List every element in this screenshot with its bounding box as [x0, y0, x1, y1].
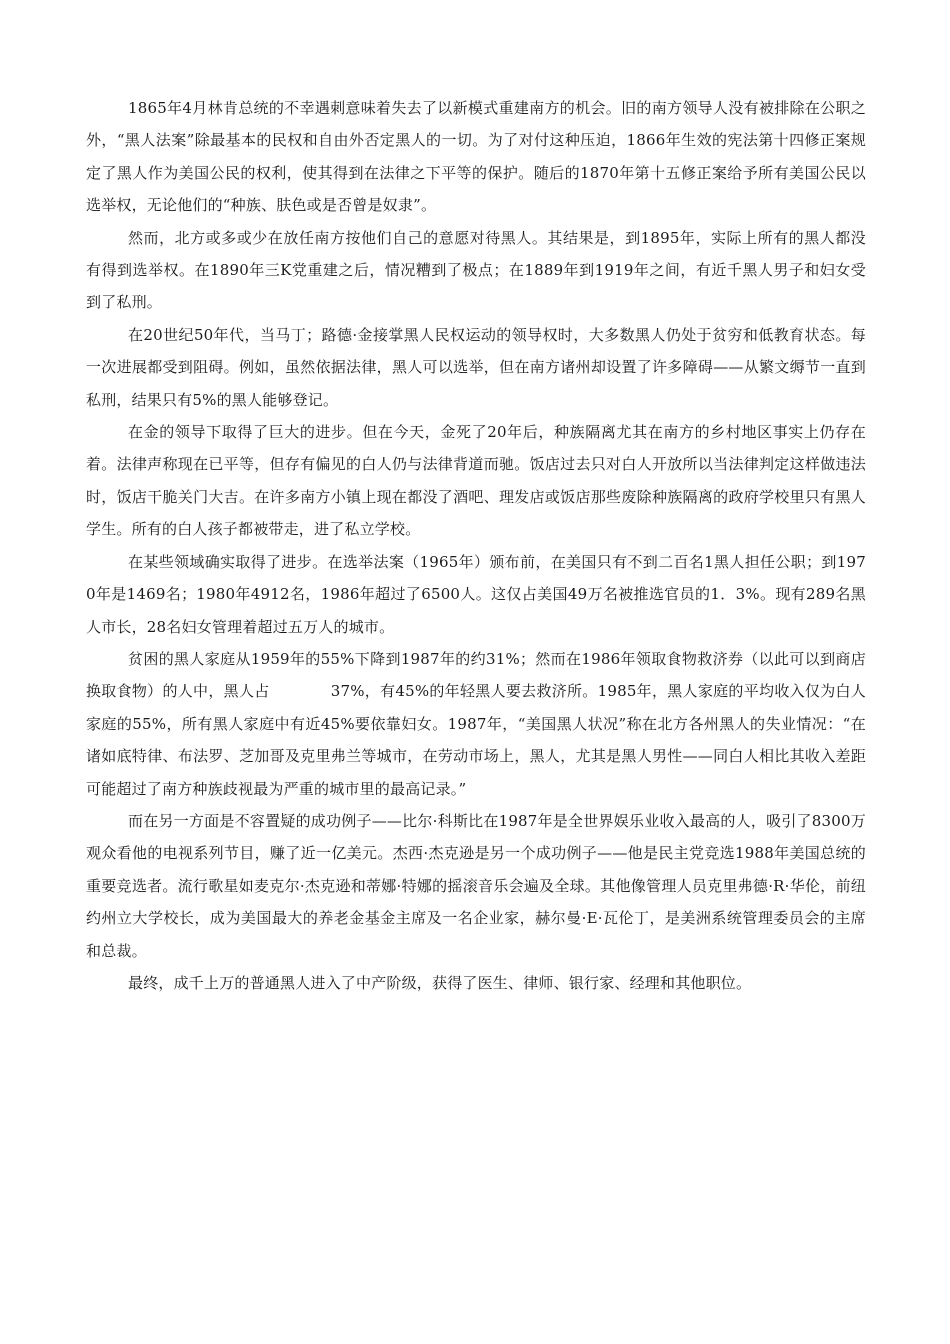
paragraph-4: 在金的领导下取得了巨大的进步。但在今天，金死了20年后，种族隔离尤其在南方的乡村地区事实上仍存在着。法律声称现在已平等，但存有偏见的白人仍与法律背道而驰。饭店过去只对白人开放所以当法律判定这样做违法时，饭店干脆关门大吉。在许多南方小镇上现在都没了酒吧、理发店或饭店那些废除种族隔离的政府学校里只有黑人学生。所有的白人孩子都被带走，进了私立学校。 — [86, 423, 866, 539]
document-body — [86, 92, 866, 999]
paragraph-6: 贫困的黑人家庭从1959年的55%下降到1987年的约31%；然而在1986年领取食物救济券（以此可以到商店换取食物）的人中，黑人占 37%，有45%的年轻黑人要去救济所。1985年，黑人家庭的平均收入仅为白人家庭的55%，所有黑人家庭中有近45%要依靠妇女。1987年，“美国黑人状况”称在北方各州黑人的失业情况：“在诸如底特律、布法罗、芝加哥及克里弗兰等城市，在劳动市场上，黑人，尤其是黑人男性——同白人相比其收入差距可能超过了南方种族歧视最为严重的城市里的最高记录。” — [86, 649, 866, 798]
paragraph-1: 1865年4月林肯总统的不幸遇刺意味着失去了以新模式重建南方的机会。旧的南方领导人没有被排除在公职之外，“黑人法案”除最基本的民权和自由外否定黑人的一切。为了对付这种压迫，1866年生效的宪法第十四修正案规定了黑人作为美国公民的权利，使其得到在法律之下平等的保护。随后的1870年第十五修正案给予所有美国公民以选举权，无论他们的“种族、肤色或是否曾是奴隶”。 — [86, 99, 866, 215]
paragraph-3: 在20世纪50年代，当马丁；路德·金接掌黑人民权运动的领导权时，大多数黑人仍处于贫穷和低教育状态。每一次进展都受到阻碍。例如，虽然依据法律，黑人可以选举，但在南方诸州却设置了许多障碍——从繁文缛节一直到私刑，结果只有5%的黑人能够登记。 — [86, 325, 866, 409]
paragraph-2: 然而，北方或多或少在放任南方按他们自己的意愿对待黑人。其结果是，到1895年，实际上所有的黑人都没有得到选举权。在1890年三K党重建之后，情况糟到了极点；在1889年到1919年之间，有近千黑人男子和妇女受到了私刑。 — [86, 228, 866, 312]
paragraph-7: 而在另一方面是不容置疑的成功例子——比尔·科斯比在1987年是全世界娱乐业收入最高的人，吸引了8300万观众看他的电视系列节目，赚了近一亿美元。杰西·杰克逊是另一个成功例子——他是民主党竞选1988年美国总统的重要竞选者。流行歌星如麦克尔·杰克逊和蒂娜·特娜的摇滚音乐会遍及全球。其他像管理人员克里弗德·R·华伦，前纽约州立大学校长，成为美国最大的养老金基金主席及一名企业家，赫尔曼·E·瓦伦丁，是美洲系统管理委员会的主席和总裁。 — [86, 811, 866, 960]
paragraph-5: 在某些领域确实取得了进步。在选举法案（1965年）颁布前，在美国只有不到二百名1黑人担任公职；到1970年是1469名；1980年4912名，1986年超过了6500人。这仅占美国49万名被推选官员的1．3%。现有289名黑人市长，28名妇女管理着超过五万人的城市。 — [86, 552, 866, 636]
paragraph-8: 最终，成千上万的普通黑人进入了中产阶级，获得了医生、律师、银行家、经理和其他职位。 — [128, 973, 752, 992]
